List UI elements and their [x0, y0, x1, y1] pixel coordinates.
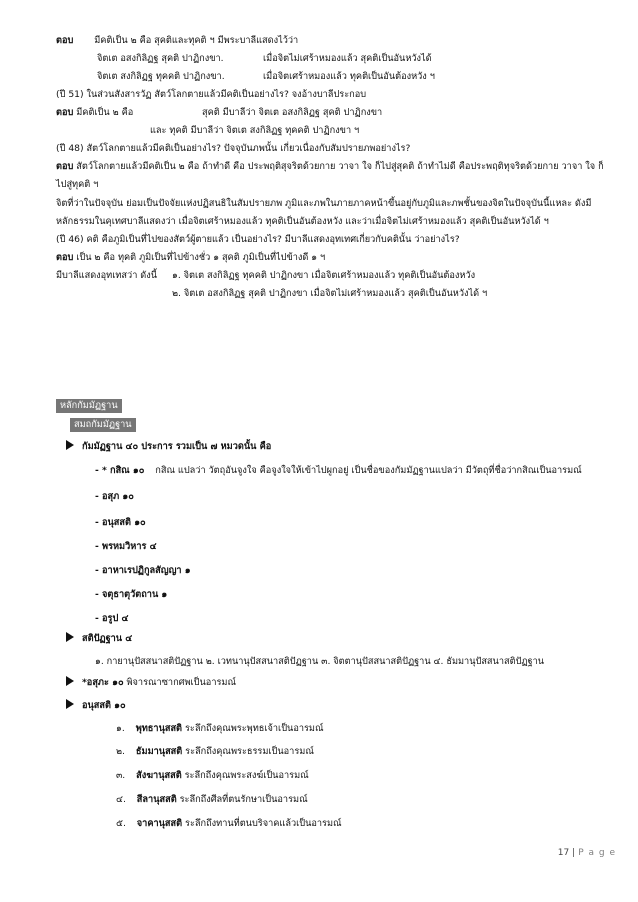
item-desc: ระลึกถึงคุณพระธรรมเป็นอารมณ์ [182, 746, 314, 757]
question-line: (ปี 51) ในส่วนสังสารวัฏ สัตว์โลกตายแล้วมีคติเป็นอย่างไร? จงอ้างบาลีประกอบ [56, 89, 367, 100]
item-term: พุทธานุสสติ [135, 723, 183, 734]
pali-line: ๒. จิตเต อสงกิลิฏฐ สุคติ ปาฏิกงขา เมื่อจิตไม่เศร้าหมองแล้ว สุคติเป็นอันหวังได้ ฯ [172, 288, 488, 299]
answer-text: มีคติเป็น ๒ คือ สุคติและทุคติ ฯ มีพระบาลีแสดงไว้ว่า [94, 35, 299, 46]
item-number: ๕. [116, 818, 126, 829]
arrow-bullet-icon [66, 676, 74, 686]
answer-line [56, 34, 298, 47]
paragraph-text: จิตที่ว่าในปัจจุบัน ย่อมเป็นปัจจัยแห่งปฏิสนธิในสัมปรายภพ ภูมิและภพในภายภาคหน้าขึ้นอยู่กับภูมิและภพชั้นของจิตในปัจจุบันนี้แหละ ดังมี [56, 198, 592, 209]
item-number: ๓. [116, 770, 126, 781]
list-item: ๑. กายานุปัสสนาสติปัฏฐาน ๒. เวทนานุปัสสนาสติปัฏฐาน ๓. จิตตานุปัสสนาสติปัฏฐาน ๔. ธัมมานุปัสสนาสติปัฏฐาน [95, 656, 545, 667]
arrow-bullet-icon [66, 632, 74, 642]
list-item [116, 793, 308, 806]
arrow-bullet-icon [66, 699, 74, 709]
pali-meaning: เมื่อจิตเศร้าหมองแล้ว ทุคติเป็นอันต้องหวัง ฯ [263, 71, 435, 82]
footer-separator: | [572, 848, 576, 858]
list-item [116, 722, 324, 735]
answer-line [56, 160, 604, 173]
answer-text: สุคติ มีบาลีว่า จิตเต อสงกิลิฏฐ สุคติ ปาฏิกงขา [202, 107, 383, 118]
answer-line [56, 251, 325, 264]
heading-text: อนุสสติ ๑๐ [82, 700, 126, 711]
list-item-text: กสิณ แปลว่า วัตถุอันจูงใจ คือจูงใจให้เข้าไปผูกอยู่ เป็นชื่อของกัมมัฏฐานแปลว่า มีวัตถุที่ชื่อว่ากสิณเป็นอารมณ์ [155, 465, 582, 476]
answer-text: ไปสู่ทุคติ ฯ [56, 179, 99, 190]
list-item-label: - * กสิณ ๑๐ [95, 465, 145, 476]
item-term: สังฆานุสสติ [136, 770, 182, 781]
item-desc: ระลึกถึงคุณพระสงฆ์เป็นอารมณ์ [181, 770, 309, 781]
pali-meaning: เมื่อจิตไม่เศร้าหมองแล้ว สุคติเป็นอันหวังได้ [263, 53, 432, 64]
answer-label: ตอบ [56, 161, 74, 172]
arrow-bullet-icon [66, 440, 74, 450]
bullet-heading [66, 676, 236, 689]
answer-text: สัตว์โลกตายแล้วมีคติเป็น ๒ คือ ถ้าทำดี คือ ประพฤติสุจริตด้วยกาย วาจา ใจ ก็ไปสู่สุคติ ถ้าทำไม่ดี คือประพฤติทุจริตด้วยกาย วาจา ใจ ก็ [76, 161, 604, 172]
bullet-heading [66, 699, 126, 712]
page-label: P a g e [578, 848, 616, 858]
answer-label: ตอบ [56, 252, 74, 263]
heading-text: สติปัฏฐาน ๔ [82, 633, 133, 644]
item-desc: ระลึกถึงศีลที่ตนรักษาเป็นอารมณ์ [176, 794, 308, 805]
list-item: - อนุสสติ ๑๐ [95, 517, 146, 528]
list-item: - อรูป ๔ [95, 613, 129, 624]
list-item [116, 745, 314, 758]
item-desc: ระลึกถึงทานที่ตนบริจาคแล้วเป็นอารมณ์ [182, 818, 342, 829]
heading-text: *อสุภะ ๑๐ [82, 677, 124, 688]
pali-line: จิตเต สงกิลิฏฐ ทุคคติ ปาฏิกงขา. [97, 71, 225, 82]
item-term: จาคานุสสติ [136, 818, 183, 829]
answer-line [56, 106, 133, 119]
list-item: - พรหมวิหาร ๔ [95, 541, 157, 552]
section-header: หลักกัมมัฏฐาน [56, 399, 122, 413]
list-item: - อสุภ ๑๐ [95, 491, 134, 502]
list-item [95, 464, 582, 477]
item-desc: ระลึกถึงคุณพระพุทธเจ้าเป็นอารมณ์ [182, 723, 324, 734]
pali-text: จิตเต อสงกิลิฏฐ สุคติ ปาฏิกงขา. [97, 53, 224, 64]
answer-text: มีคติเป็น ๒ คือ [76, 107, 134, 118]
pali-line [97, 52, 224, 65]
item-number: ๔. [116, 794, 126, 805]
paragraph-text: หลักธรรมในคุเทศบาลีแสดงว่า เมื่อจิตเศร้าหมองแล้ว ทุคติเป็นอันต้องหวัง และว่าเมื่อจิตไม่เศร้าหมองแล้ว สุคติเป็นอันหวังได้ ฯ [56, 216, 549, 227]
item-term: สีลานุสสติ [136, 794, 177, 805]
answer-label: ตอบ [56, 35, 74, 46]
answer-text: และ ทุคติ มีบาลีว่า จิตเต สงกิลิฏฐ ทุคคติ ปาฏิกงขา ฯ [150, 125, 360, 136]
page-number: 17 [557, 848, 570, 858]
bullet-heading [66, 632, 132, 645]
pali-line: ๑. จิตเต สงกิลิฏฐ ทุคคติ ปาฏิกงขา เมื่อจิตเศร้าหมองแล้ว ทุคติเป็นอันต้องหวัง [172, 270, 476, 281]
heading-text: กัมมัฏฐาน ๔๐ ประการ รวมเป็น ๗ หมวดนั้น คือ [82, 441, 272, 452]
item-number: ๒. [116, 746, 125, 757]
item-term: ธัมมานุสสติ [135, 746, 183, 757]
heading-rest: พิจารณาซากศพเป็นอารมณ์ [123, 677, 236, 688]
list-item: - จตุธาตุวัตถาน ๑ [95, 589, 168, 600]
subsection-header: สมถกัมมัฏฐาน [70, 418, 136, 432]
item-number: ๑. [116, 723, 125, 734]
answer-text: เป็น ๒ คือ ทุคติ ภูมิเป็นที่ไปข้างชั่ว ๑ สุคติ ภูมิเป็นที่ไปข้างดี ๑ ฯ [76, 252, 326, 263]
question-line: (ปี 48) สัตว์โลกตายแล้วมีคติเป็นอย่างไร? ปัจจุบันภพนั้น เกี่ยวเนื่องกับสัมปรายภพอย่างไร? [56, 143, 411, 154]
question-line: (ปี 46) คติ คือภูมิเป็นที่ไปของสัตว์ผู้ตายแล้ว เป็นอย่างไร? มีบาลีแสดงอุทเทศเกี่ยวกับคตินั้น ว่าอย่างไร? [56, 234, 460, 245]
bullet-heading [66, 440, 271, 453]
list-item: - อาหาเรปฏิกูลสัญญา ๑ [95, 565, 191, 576]
page-footer [558, 848, 616, 858]
list-item [116, 769, 309, 782]
answer-label: ตอบ [56, 107, 74, 118]
answer-text: มีบาลีแสดงอุทเทสว่า ดังนี้ [56, 270, 158, 281]
list-item [116, 817, 342, 830]
